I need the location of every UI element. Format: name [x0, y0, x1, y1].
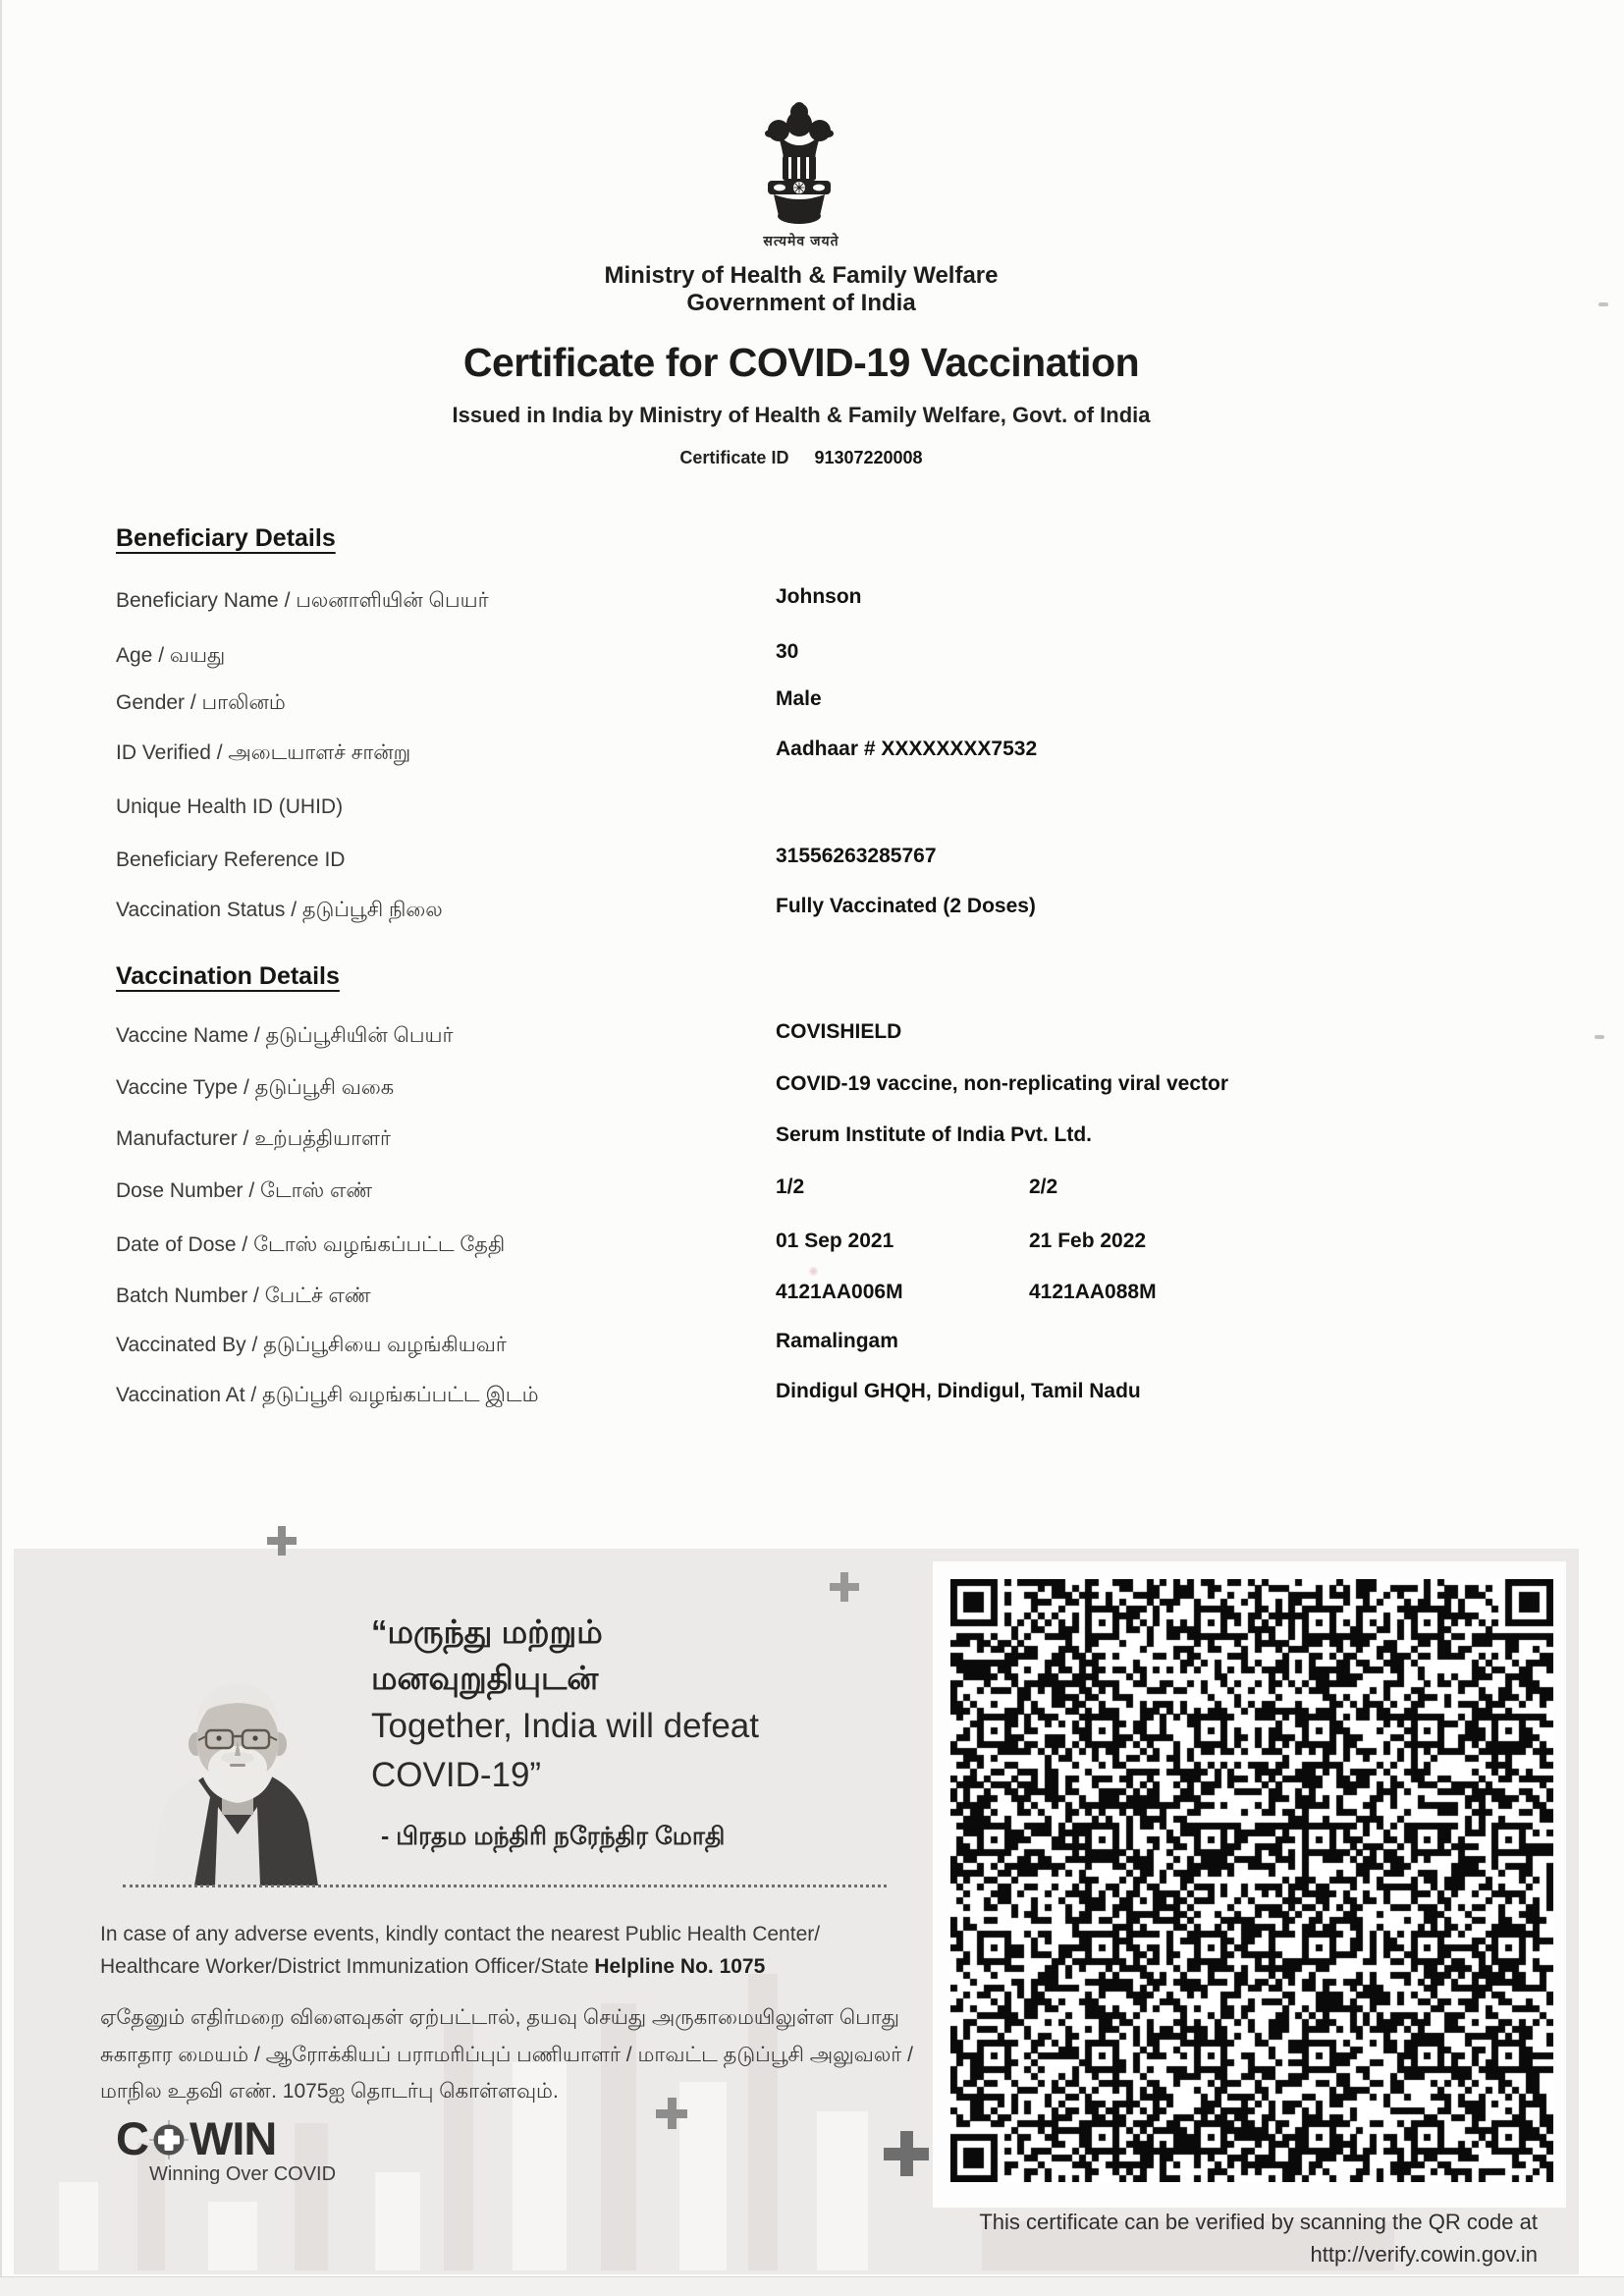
- scan-artifact: [1598, 302, 1608, 306]
- beneficiary-details-heading: Beneficiary Details: [116, 524, 336, 552]
- page-title: Certificate for COVID-19 Vaccination: [462, 340, 1140, 385]
- quote-tamil-line2: மனவுறுதியுடன்: [371, 1660, 599, 1696]
- registration-mark-icon: [267, 1526, 297, 1556]
- field-label: Vaccine Type / தடுப்பூசி வகை: [116, 1076, 395, 1099]
- field-label: Vaccination Status / தடுப்பூசி நிலை: [116, 899, 443, 921]
- field-value: Fully Vaccinated (2 Doses): [776, 895, 1036, 917]
- adverse-events-text-ta-line2: சுகாதார மையம் / ஆரோக்கியப் பராமரிப்புப் பணியாளர் / மாவட்ட தடுப்பூசி அலுவலர் /: [100, 2044, 913, 2066]
- field-label: Vaccine Name / தடுப்பூசியின் பெயர்: [116, 1024, 454, 1047]
- watermark-strip: [817, 2111, 868, 2270]
- page-subtitle: Issued in India by Ministry of Health & Family Welfare, Govt. of India: [452, 403, 1151, 427]
- watermark-strip: [208, 2202, 257, 2270]
- field-label: Vaccinated By / தடுப்பூசியை வழங்கியவர்: [116, 1334, 507, 1356]
- field-label: Date of Dose / டோஸ் வழங்கப்பட்ட தேதி: [116, 1233, 506, 1256]
- date-of-dose-row: [0, 1230, 1624, 1267]
- certificate-id-label: Certificate ID: [679, 448, 789, 467]
- quote-attribution: - பிரதம மந்திரி நரேந்திர மோதி: [381, 1823, 726, 1850]
- field-value: Male: [776, 687, 822, 710]
- field-label: Gender / பாலினம்: [116, 691, 286, 714]
- vaccine-name-row: [0, 1020, 1624, 1058]
- ministry-name: Ministry of Health & Family Welfare: [604, 262, 999, 289]
- certificate-id-row: [16, 448, 1587, 468]
- field-value: COVISHIELD: [776, 1020, 902, 1043]
- vaccination-status-row: [0, 895, 1624, 932]
- field-value: 31556263285767: [776, 845, 937, 867]
- qr-caption: [979, 2206, 1538, 2270]
- field-label: Dose Number / டோஸ் எண்: [116, 1179, 373, 1202]
- manufacturer-row: [0, 1123, 1624, 1161]
- field-label: ID Verified / அடையாளச் சான்று: [116, 741, 411, 764]
- field-value: 30: [776, 640, 799, 663]
- adverse-events-text-en-line1: In case of any adverse events, kindly contact the nearest Public Health Center/: [100, 1923, 821, 1945]
- cowin-logo-win: WIN: [189, 2112, 277, 2164]
- vaccination-at-row: [0, 1380, 1624, 1417]
- watermark-strip: [59, 2182, 98, 2270]
- vaccination-details-heading: Vaccination Details: [116, 962, 340, 990]
- cowin-logo-c: C: [116, 2112, 148, 2164]
- field-label: Beneficiary Reference ID: [116, 848, 346, 871]
- scan-artifact: [809, 1267, 818, 1276]
- dose1-value: 1/2: [776, 1175, 805, 1198]
- field-label: Vaccination At / தடுப்பூசி வழங்கப்பட்ட இடம்: [116, 1384, 539, 1406]
- field-value: COVID-19 vaccine, non-replicating viral vector: [776, 1072, 1228, 1095]
- watermark-strip: [375, 2172, 420, 2270]
- dose2-date: 21 Feb 2022: [1029, 1230, 1147, 1252]
- helpline-number: Helpline No. 1075: [594, 1955, 766, 1978]
- certificate-id-value: 91307220008: [814, 448, 923, 467]
- field-value: Aadhaar # XXXXXXXX7532: [776, 738, 1038, 760]
- field-label: Beneficiary Name / பலனாளியின் பெயர்: [116, 589, 489, 612]
- adverse-events-text-en-line2: [100, 1955, 765, 1979]
- field-value: Johnson: [776, 585, 862, 608]
- dotted-divider: [123, 1885, 887, 1887]
- india-national-emblem-icon: [758, 98, 840, 230]
- field-label: Batch Number / பேட்ச் எண்: [116, 1285, 371, 1307]
- medical-cross-icon: [149, 2120, 189, 2159]
- qr-code: [950, 1579, 1553, 2182]
- registration-mark-icon: [656, 2098, 687, 2129]
- registration-mark-icon: [884, 2131, 929, 2176]
- field-value: Ramalingam: [776, 1330, 898, 1352]
- gender-row: [0, 687, 1624, 725]
- field-value: Serum Institute of India Pvt. Ltd.: [776, 1123, 1093, 1146]
- batch2-value: 4121AA088M: [1029, 1281, 1157, 1303]
- age-row: [0, 640, 1624, 678]
- emblem-motto: सत्यमेव जयते: [763, 233, 839, 248]
- watermark-strip: [295, 2123, 328, 2270]
- field-label: Unique Health ID (UHID): [116, 795, 344, 818]
- qr-caption-line2: http://verify.cowin.gov.in: [1310, 2242, 1538, 2267]
- field-value: Dindigul GHQH, Dindigul, Tamil Nadu: [776, 1380, 1141, 1402]
- batch-number-row: [0, 1281, 1624, 1318]
- quote-english-line1: Together, India will defeat: [371, 1707, 759, 1745]
- dose2-value: 2/2: [1029, 1175, 1058, 1198]
- government-name: Government of India: [686, 290, 916, 316]
- beneficiary-name-row: [0, 585, 1624, 623]
- adverse-events-text-ta-line1: ஏதேனும் எதிர்மறை விளைவுகள் ஏற்பட்டால், தயவு செய்து அருகாமையிலுள்ள பொது: [100, 2006, 899, 2029]
- field-label: Manufacturer / உற்பத்தியாளர்: [116, 1127, 391, 1150]
- scan-edge: [0, 2276, 1624, 2296]
- quote-english-line2: COVID-19”: [371, 1756, 542, 1794]
- qr-caption-line1: This certificate can be verified by scanning the QR code at: [979, 2210, 1538, 2234]
- cowin-tagline: Winning Over COVID: [149, 2163, 337, 2185]
- id-verified-row: [0, 738, 1624, 775]
- scan-edge: [0, 0, 2, 2296]
- field-label: Age / வயது: [116, 644, 226, 667]
- dose-number-row: [0, 1175, 1624, 1213]
- adverse-events-en-prefix: Healthcare Worker/District Immunization Officer/State: [100, 1955, 595, 1978]
- cowin-logo: [116, 2111, 276, 2165]
- pm-portrait-image: [116, 1667, 359, 1886]
- quote-tamil-line1: “மருந்து மற்றும்: [371, 1613, 603, 1650]
- registration-mark-icon: [830, 1572, 859, 1602]
- adverse-events-text-ta-line3: மாநில உதவி எண். 1075ஐ தொடர்பு கொள்ளவும்.: [100, 2080, 559, 2103]
- vaccine-type-row: [0, 1072, 1624, 1110]
- vaccinated-by-row: [0, 1330, 1624, 1367]
- uhid-row: [0, 795, 1624, 829]
- scan-artifact: [1595, 1035, 1604, 1039]
- beneficiary-reference-id-row: [0, 845, 1624, 882]
- dose1-date: 01 Sep 2021: [776, 1230, 894, 1252]
- batch1-value: 4121AA006M: [776, 1281, 903, 1303]
